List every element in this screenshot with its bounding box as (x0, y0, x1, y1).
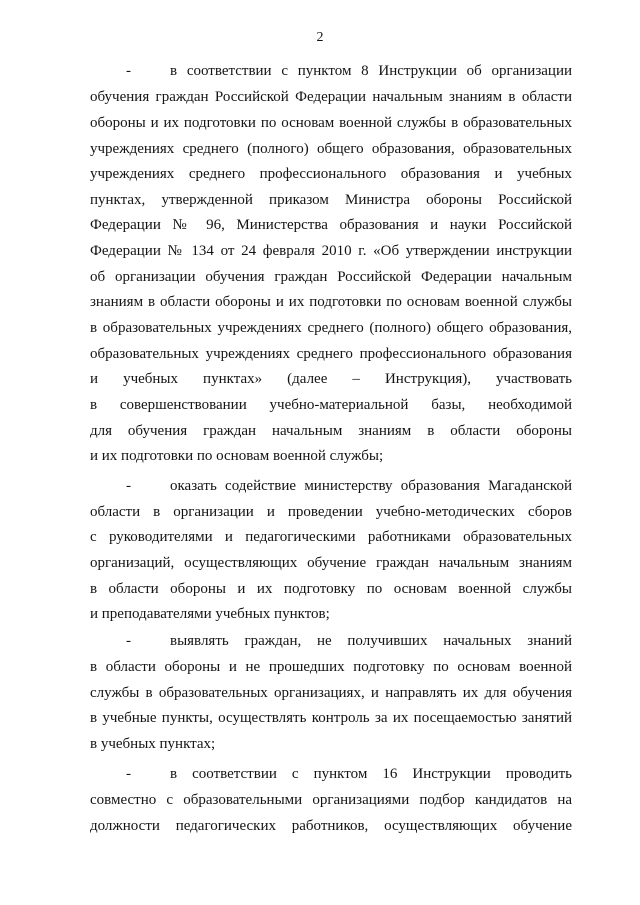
text-line: и преподавателями учебных пунктов; (90, 606, 330, 622)
bullet-text: выявлять граждан, не получивших начальных знаний (170, 633, 572, 649)
text-line: в учебные пункты, осуществлять контроль за их посещаемостью занятий (90, 710, 572, 726)
bullet-dash: - (126, 478, 131, 494)
text-line: Федерации № 134 от 24 февраля 2010 г. «Об утверждении инструкции (90, 243, 572, 259)
text-line: в области обороны и не прошедших подготовку по основам военной (90, 659, 572, 675)
text-line: учреждениях среднего профессионального образования и учебных (90, 166, 572, 182)
bullet-dash: - (126, 63, 131, 79)
text-line: и их подготовки по основам военной службы; (90, 448, 384, 464)
text-line: для обучения граждан начальным знаниям в области обороны (90, 423, 572, 439)
bullet-text: в соответствии с пунктом 16 Инструкции проводить (170, 766, 572, 782)
text-line: Федерации № 96, Министерства образования и науки Российской (90, 217, 572, 233)
page-number: 2 (316, 30, 324, 45)
bullet-text: в соответствии с пунктом 8 Инструкции об организации (170, 63, 572, 79)
text-line: образовательных учреждениях среднего профессионального образования (90, 346, 572, 362)
text-line: обучения граждан Российской Федерации начальным знаниям в области (90, 89, 572, 105)
text-line: области в организации и проведении учебно-методических сборов (90, 504, 572, 520)
text-line: в области обороны и их подготовку по основам военной службы (90, 581, 572, 597)
bullet-dash: - (126, 633, 131, 649)
text-line: организаций, осуществляющих обучение граждан начальным знаниям (90, 555, 572, 571)
bullet-dash: - (126, 766, 131, 782)
text-line: обороны и их подготовки по основам военной службы в образовательных (90, 115, 572, 131)
text-line: в совершенствовании учебно-материальной базы, необходимой (90, 397, 572, 413)
text-line: об организации обучения граждан Российской Федерации начальным (90, 269, 572, 285)
text-line: пунктах, утвержденной приказом Министра обороны Российской (90, 192, 572, 208)
text-line: с руководителями и педагогическими работниками образовательных (90, 529, 572, 545)
text-line: в образовательных учреждениях среднего (полного) общего образования, (90, 320, 572, 336)
text-line: знаниям в области обороны и их подготовки по основам военной службы (90, 294, 572, 310)
text-line: и учебных пунктах» (далее – Инструкция), участвовать (90, 371, 572, 387)
text-line: в учебных пунктах; (90, 736, 216, 752)
bullet-text: оказать содействие министерству образования Магаданской (170, 478, 572, 494)
text-line: должности педагогических работников, осуществляющих обучение (90, 818, 572, 834)
text-line: службы в образовательных организациях, и направлять их для обучения (90, 685, 572, 701)
text-line: учреждениях среднего (полного) общего образования, образовательных (90, 141, 572, 157)
text-line: совместно с образовательными организациями подбор кандидатов на (90, 792, 572, 808)
